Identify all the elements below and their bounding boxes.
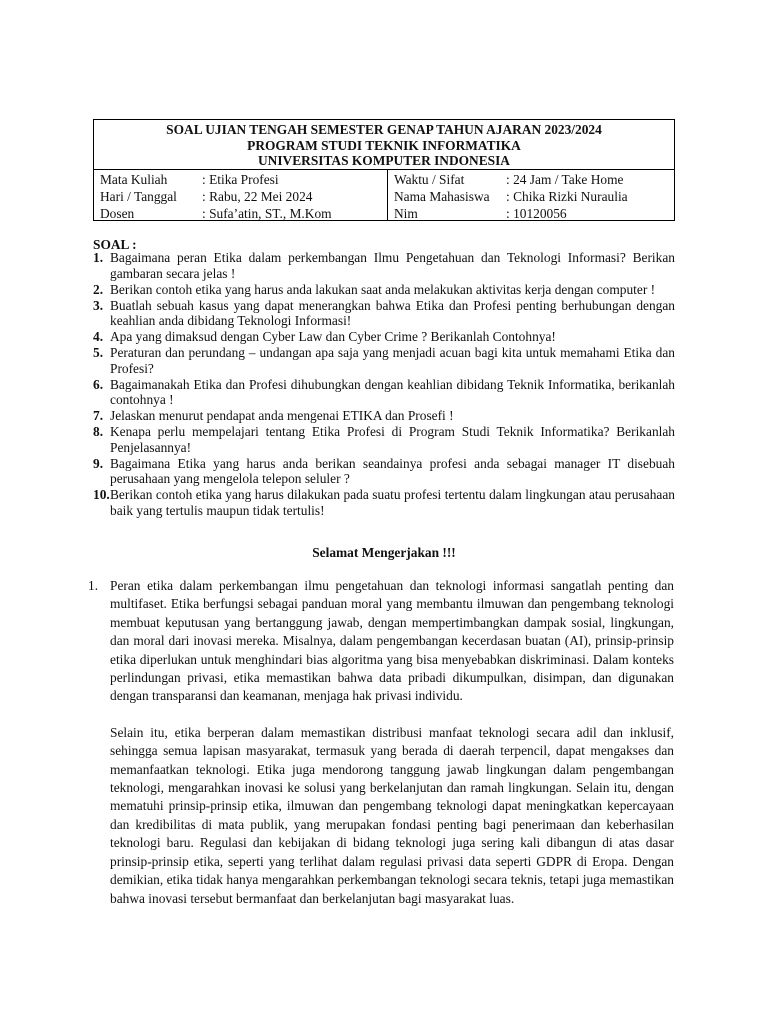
question-item: [93, 345, 675, 376]
student-name-label: Nama Mahasiswa: [394, 189, 490, 204]
university-title-line: UNIVERSITAS KOMPUTER INDONESIA: [258, 153, 510, 169]
student-id-value: : 10120056: [506, 206, 567, 221]
student-name-row: [394, 188, 674, 205]
course-row: [100, 171, 387, 188]
questions-heading: SOAL :: [93, 237, 137, 252]
student-info: [388, 170, 674, 221]
program-title-line: PROGRAM STUDI TEKNIK INFORMATIKA: [247, 137, 521, 153]
exam-title: [94, 120, 674, 170]
question-number: 2.: [93, 281, 104, 297]
question-text: Berikan contoh etika yang harus anda lakukan saat anda melakukan aktivitas kerja dengan computer !: [110, 281, 656, 297]
time-row: [394, 171, 674, 188]
question-text: Jelaskan menurut pendapat anda mengenai ETIKA dan Prosefi !: [110, 408, 454, 424]
date-row: [100, 188, 387, 205]
date-label: Hari / Tanggal: [100, 189, 177, 204]
question-number: 6.: [93, 376, 104, 392]
question-item: [93, 424, 675, 455]
time-label: Waktu / Sifat: [394, 172, 465, 187]
question-text: Bagaimanakah Etika dan Profesi dihubungkan dengan keahlian dibidang Teknik Informatika, berikanlah contohnya !: [110, 376, 675, 408]
student-name-value: : Chika Rizki Nuraulia: [506, 189, 628, 204]
question-number: 10.: [93, 487, 110, 503]
question-text: Peraturan dan perundang – undangan apa saja yang menjadi acuan bagi kita untuk memahami Etika dan Profesi?: [110, 345, 675, 376]
question-list: [93, 250, 675, 519]
question-item: [93, 377, 675, 408]
lecturer-value: : Sufa’atin, ST., M.Kom: [202, 206, 332, 221]
question-text: Bagaimana Etika yang harus anda berikan seandainya profesi anda sebagai manager IT disebuah perusahaan yang mengelola telepon seluler ?: [110, 455, 675, 487]
answer-section: [88, 577, 674, 908]
question-text: Bagaimana peran Etika dalam perkembangan Ilmu Pengetahuan dan Teknologi Informasi? Berikan gambaran secara jelas !: [110, 250, 675, 281]
question-number: 4.: [93, 329, 104, 345]
question-number: 1.: [93, 250, 104, 265]
lecturer-label: Dosen: [100, 206, 135, 221]
question-item: [93, 329, 675, 345]
course-info: [94, 170, 388, 221]
answer-number: 1.: [88, 578, 99, 593]
course-value: : Etika Profesi: [202, 172, 279, 187]
question-number: 9.: [93, 455, 104, 471]
question-item: [93, 456, 675, 487]
question-text: Kenapa perlu mempelajari tentang Etika Profesi di Program Studi Teknik Informatika? Berikanlah Penjelasannya!: [110, 424, 675, 455]
student-id-label: Nim: [394, 206, 418, 221]
question-number: 7.: [93, 408, 104, 424]
question-number: 5.: [93, 345, 104, 361]
time-value: : 24 Jam / Take Home: [506, 172, 624, 187]
question-item: [93, 408, 675, 424]
question-number: 8.: [93, 424, 104, 440]
closing-message: Selamat Mengerjakan !!!: [312, 545, 456, 560]
lecturer-row: [100, 205, 387, 222]
question-text: Apa yang dimaksud dengan Cyber Law dan Cyber Crime ? Berikanlah Contohnya!: [110, 329, 556, 345]
date-value: : Rabu, 22 Mei 2024: [202, 189, 313, 204]
question-text: Berikan contoh etika yang harus dilakukan pada suatu profesi tertentu dalam lingkungan atau perusahaan baik yang tertulis maupun tidak tertulis!: [110, 487, 675, 519]
question-text: Buatlah sebuah kasus yang dapat menerangkan bahwa Etika dan Profesi penting berhubungan dengan keahlian anda dibidang Teknologi Informasi!: [110, 297, 675, 329]
question-item: [93, 282, 675, 298]
answer-paragraph: Selain itu, etika berperan dalam memastikan distribusi manfaat teknologi secara adil dan inklusif, sehingga semua lapisan masyarakat, termasuk yang berada di daerah terpencil, dapat mengakses dan memanfaatkan teknologi. Etika juga mendorong tanggung jawab lingkungan dalam pengembangan teknologi, mengarahkan inovasi ke solusi yang berkelanjutan dan ramah lingkungan. Selain itu, dengan mematuhi prinsip-prinsip etika, ilmuwan dan pengembang teknologi dapat meningkatkan kepercayaan dan kredibilitas di mata publik, yang merupakan fondasi penting bagi penerimaan dan keberhasilan teknologi baru. Regulasi dan kebijakan di bidang teknologi juga sering kali dibangun di atas dasar prinsip-prinsip etika, seperti yang terlihat dalam regulasi privasi data seperti GDPR di Eropa. Dengan demikian, etika tidak hanya mengarahkan perkembangan teknologi secara teknis, tetapi juga memastikan bahwa inovasi tersebut bermanfaat dan berkelanjutan bagi masyarakat luas.: [110, 724, 674, 906]
question-number: 3.: [93, 297, 104, 313]
question-item: [93, 250, 675, 281]
exam-header-table: [93, 119, 675, 221]
student-id-row: [394, 205, 674, 222]
question-item: [93, 487, 675, 518]
exam-title-line: SOAL UJIAN TENGAH SEMESTER GENAP TAHUN AJARAN 2023/2024: [166, 122, 602, 137]
question-item: [93, 298, 675, 329]
answer-paragraph: Peran etika dalam perkembangan ilmu pengetahuan dan teknologi informasi sangatlah penting dan multifaset. Etika berfungsi sebagai panduan moral yang membantu ilmuwan dan pengembang teknologi membuat keputusan yang bertanggung jawab, dengan mempertimbangkan dampak sosial, lingkungan, dan moral dari inovasi mereka. Misalnya, dalam pengembangan kecerdasan buatan (AI), prinsip-prinsip etika diperlukan untuk menghindari bias algoritma yang bisa menyebabkan diskriminasi. Dalam konteks perlindungan privasi, etika memastikan bahwa data pribadi dikumpulkan, disimpan, dan digunakan dengan transparansi dan keamanan, menjaga hak privasi individu.: [110, 578, 674, 704]
course-label: Mata Kuliah: [100, 172, 168, 187]
